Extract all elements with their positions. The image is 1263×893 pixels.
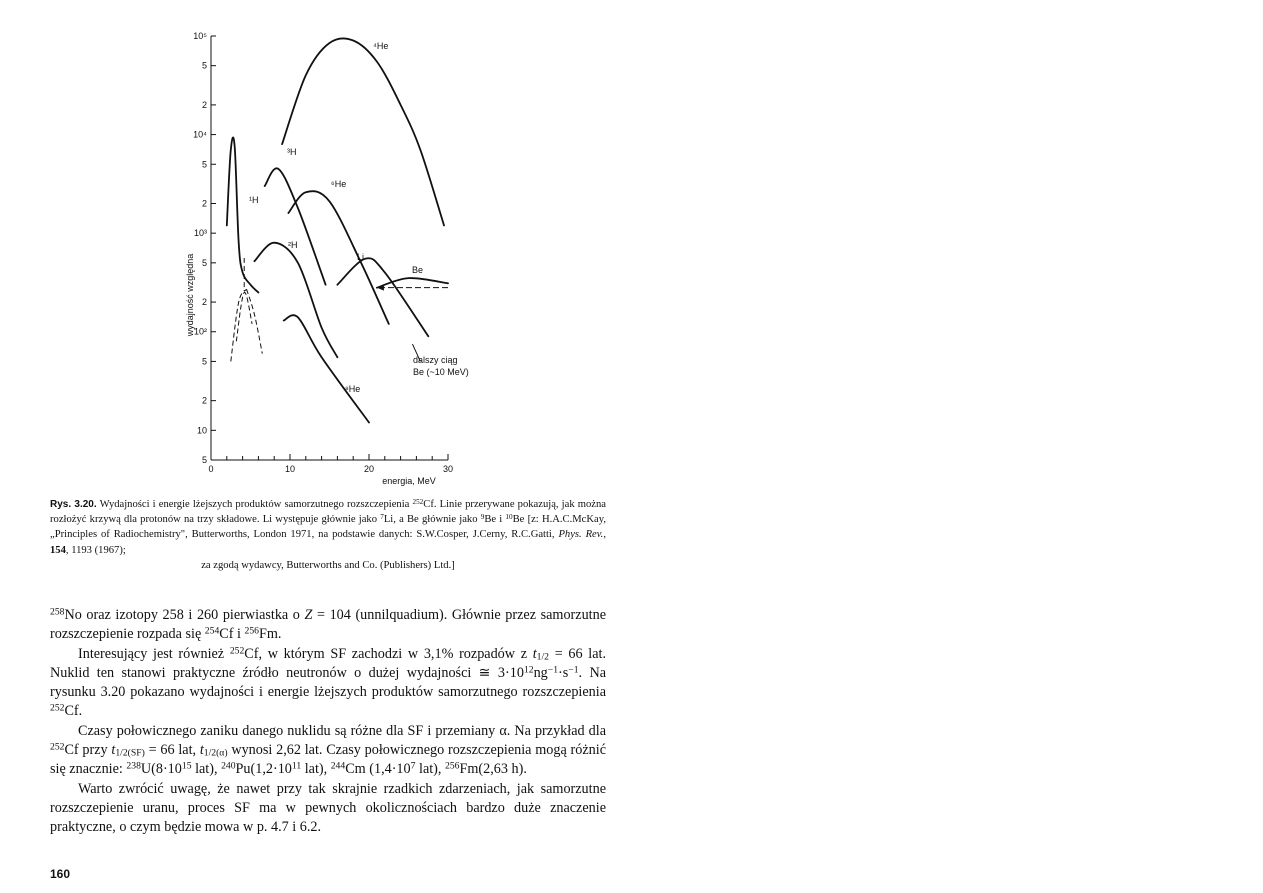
series-label: ³H (287, 147, 297, 157)
y-tick-label: 2 (201, 198, 207, 209)
subscript: 1/2 (536, 651, 549, 663)
paragraph (50, 722, 606, 780)
text-run: Cf, w którym SF zachodzi w 3,1% rozpadów z (244, 645, 533, 662)
text-run: Cf i (219, 626, 245, 643)
mass-number: 254 (204, 625, 220, 637)
y-tick-label: 5 (201, 356, 207, 367)
mass-number: 252 (50, 703, 65, 715)
caption-text: Be [z: H.A.C.McKay, „Principles of Radiochemistry", Butterworths, London 1971, na podstawie danych: S.W.Cosper, J.Cerny, R.C.Gatti, (50, 514, 606, 541)
mass-number: 7 (380, 512, 384, 521)
mass-number: 256 (244, 625, 259, 637)
text-run: ng (533, 664, 548, 681)
caption-text: Be i (484, 514, 506, 526)
series-line (377, 278, 448, 288)
text-run: lat), (191, 761, 222, 778)
text-run: Cf. (64, 703, 83, 720)
y-tick-label: 5 (201, 257, 207, 268)
variable: t (111, 742, 116, 759)
series-label: ⁴He (373, 41, 389, 51)
series-line (265, 168, 326, 284)
y-tick-label: 5 (201, 60, 207, 71)
variable: Z (304, 607, 313, 623)
x-tick-label: 10 (284, 464, 296, 474)
text-run: U(8·10 (140, 761, 182, 778)
paragraph: Warto zwrócić uwagę, że nawet przy tak skrajnie rzadkich zdarzeniach, jak samorzutne rozszczepienie uranu, proces SF ma w pewnych okolicznościach bardzo duże znaczenie praktyczne, o czym będzie mowa w p. 4.7 i 6.2. (50, 780, 606, 836)
subscript: 1/2(α) (203, 747, 228, 759)
caption-text: Cf. Linie przerywane pokazują, jak można rozłożyć krzywą dla protonów na trzy składowe. Li występuje głównie jako (50, 499, 606, 526)
yield-energy-chart (160, 20, 490, 490)
exponent: −1 (568, 664, 579, 676)
text-run: No oraz izotopy 258 i 260 pierwiastka o (64, 607, 305, 623)
text-run: = 66 lat, (144, 742, 200, 759)
text-run: wynosi 2,62 lat. Czasy połowicznego rozszczepienia mogą różnić się znacznie: (50, 742, 606, 778)
dashed-decomposition-line (247, 289, 263, 353)
series-label: Be (412, 265, 424, 275)
mass-number: 252 (50, 741, 65, 753)
caption-text: , (603, 529, 606, 541)
caption-text: , 1193 (1967); (65, 544, 126, 556)
caption-label: Rys. 3.20. (50, 499, 97, 510)
x-axis-title: energia, MeV (382, 476, 436, 486)
y-tick-label: 5 (201, 159, 207, 170)
text-run: lat), (301, 761, 331, 778)
variable: t (532, 645, 537, 662)
variable: t (199, 742, 204, 759)
series-line (284, 315, 369, 422)
series-label: Li (357, 252, 365, 262)
series-label: ¹H (249, 195, 259, 205)
text-run: Czasy połowicznego zaniku danego nuklidu są różne dla SF i przemiany α. Na przykład dla (78, 722, 606, 739)
series-label: ⁶He (331, 179, 347, 189)
text-run: Interesujący jest również (78, 645, 230, 662)
mass-number: 9 (480, 512, 485, 521)
subscript: 1/2(SF) (115, 747, 145, 759)
figure-caption (50, 497, 606, 573)
mass-number: 252 (412, 497, 424, 506)
mass-number: 256 (445, 761, 460, 773)
mass-number: 238 (126, 761, 141, 773)
paragraph (50, 645, 606, 722)
text-run: lat), (415, 761, 445, 778)
text-run: Fm(2,63 h). (459, 761, 527, 778)
mass-number: 258 (50, 606, 65, 618)
journal-name: Phys. Rev. (558, 529, 604, 541)
text-run: = 66 lat. Nuklid ten stanowi praktyczne źródło neutronów o dużej wydajności ≅ 3·10 (50, 645, 606, 681)
mass-number: 10 (505, 512, 513, 521)
mass-number: 252 (229, 645, 245, 657)
page-number: 160 (50, 867, 71, 881)
y-tick-label: 10² (193, 326, 207, 337)
mass-number: 244 (330, 761, 346, 773)
y-tick-label: 5 (201, 455, 207, 465)
text-run: = 104 (unnilquadium). Głównie przez samorzutne rozszczepienie rozpada się (50, 607, 606, 643)
series-line (254, 243, 337, 358)
exponent: −1 (547, 664, 559, 676)
series-line (227, 137, 259, 292)
text-run: ·s (558, 664, 569, 681)
caption-text: Li, a Be głównie jako (383, 514, 481, 526)
series-label: ⁸He (345, 384, 361, 394)
text-run: Cm (1,4·10 (345, 761, 411, 778)
y-tick-label: 10³ (193, 228, 207, 239)
x-tick-label: 30 (442, 464, 454, 474)
series-label: ²H (288, 240, 298, 250)
exponent: 12 (523, 664, 534, 676)
y-tick-label: 2 (201, 395, 207, 406)
exponent: 11 (291, 761, 302, 773)
y-tick-label: 10⁵ (193, 31, 207, 41)
y-axis-title: wydajność względna (185, 253, 195, 337)
paragraph (50, 606, 606, 645)
x-tick-label: 20 (363, 464, 375, 474)
y-tick-label: 2 (201, 297, 207, 308)
exponent: 7 (410, 761, 416, 773)
y-tick-label: 10⁴ (193, 129, 207, 140)
figure-3-20 (160, 20, 490, 490)
y-tick-label: 2 (201, 99, 207, 110)
mass-number: 240 (221, 761, 236, 773)
text-run: Fm. (258, 626, 282, 643)
series-line (288, 191, 388, 324)
y-tick-label: 10 (196, 425, 207, 436)
caption-text: Wydajności i energie lżejszych produktów samorzutnego rozszczepienia (96, 499, 413, 510)
text-run: Cf przy (64, 742, 112, 759)
annotation-text: Be (~10 MeV) (413, 367, 469, 377)
annotation-text: dalszy ciąg (413, 355, 458, 365)
exponent: 15 (181, 761, 192, 773)
caption-last-line: za zgodą wydawcy, Butterworths and Co. (Publishers) Ltd.] (201, 559, 455, 571)
journal-volume: 154 (50, 544, 66, 556)
series-line (282, 38, 444, 225)
text-run: . Na rysunku 3.20 pokazano wydajności i energie lżejszych produktów samorzutnego rozszczepienia (50, 664, 606, 701)
body-text (50, 606, 606, 838)
text-run: Pu(1,2·10 (235, 761, 292, 778)
x-tick-label: 0 (208, 464, 214, 474)
